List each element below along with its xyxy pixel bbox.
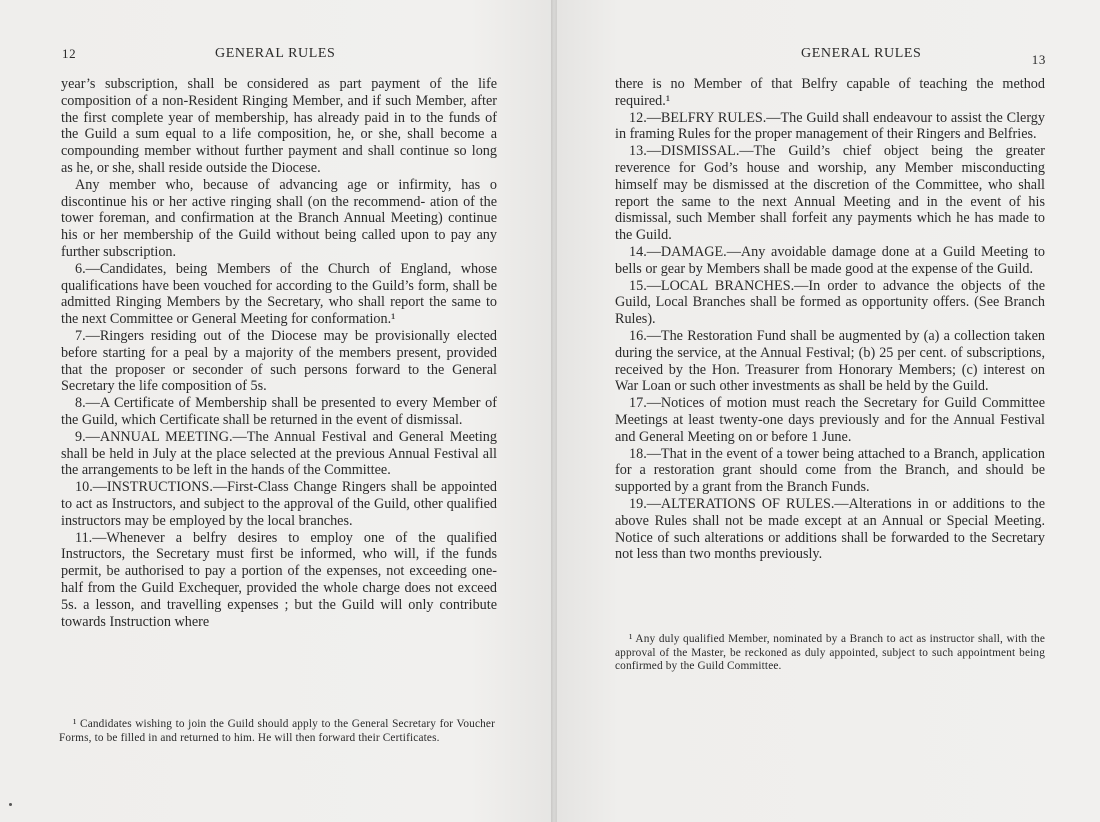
- paragraph: Any member who, because of advancing age or infirmity, has o discontinue his or her active ringing shall (on the recommend- ation of the tower foreman, and confirmation at the Branch Annual Meeting) continue his or her membership of the Guild without being called upon to pay any further subscription.: [61, 176, 497, 260]
- rule-10: 10.—INSTRUCTIONS.—First-Class Change Ringers shall be appointed to act as Instructors, and subject to the approval of the Guild, other qualified instructors may be employed by the local branches.: [61, 479, 497, 529]
- left-page-body: [61, 76, 497, 630]
- left-running-head: GENERAL RULES: [215, 46, 336, 61]
- rule-19: 19.—ALTERATIONS OF RULES.—Alterations in or additions to the above Rules shall not be made except at an Annual or Special Meeting. Notice of such alterations or additions shall be forwarded to the Secretary not less than two months previously.: [615, 495, 1045, 563]
- rule-8: 8.—A Certificate of Membership shall be presented to every Member of the Guild, which Certificate shall be returned in the event of dismissal.: [61, 395, 497, 428]
- right-running-head: GENERAL RULES: [801, 46, 922, 61]
- rule-18: 18.—That in the event of a tower being attached to a Branch, application for a restoration grant should come from the Branch, and should be supported by a grant from the Branch Funds.: [615, 445, 1045, 496]
- rule-12: 12.—BELFRY RULES.—The Guild shall endeavour to assist the Clergy in framing Rules for the proper management of their Ringers and Belfries.: [615, 109, 1045, 143]
- rule-16: 16.—The Restoration Fund shall be augmented by (a) a collection taken during the service, at the Annual Festival; (b) 25 per cent. of subscriptions, received by the Hon. Treasurer from Honorary Members; (c) interest on War Loan or such other investments as shall be held by the Guild.: [615, 327, 1045, 395]
- rule-11: 11.—Whenever a belfry desires to employ one of the qualified Instructors, the Secretary must first be informed, who will, if the funds permit, be authorised to pay a portion of the expenses, not exceeding one-half from the Guild Exchequer, provided the whole charge does not exceed 5s. a lesson, and travelling expenses ; but the Guild will only contribute towards Instruction where: [61, 529, 497, 630]
- rule-15: 15.—LOCAL BRANCHES.—In order to advance the objects of the Guild, Local Branches shall be formed as opportunity offers. (See Branch Rules).: [615, 277, 1045, 328]
- right-page-number: 13: [1031, 52, 1046, 67]
- rule-7: 7.—Ringers residing out of the Diocese may be provisionally elected before starting for a peal by a majority of the members present, provided that the proposer or seconder of such persons forward to the General Secretary the life composition of 5s.: [61, 327, 497, 395]
- right-page-body: [615, 76, 1045, 563]
- left-page-number: 12: [62, 46, 77, 61]
- paragraph: year’s subscription, shall be considered as part payment of the life composition of a non-Resident Ringing Member, and if such Member, after the first complete year of membership, has already paid in to the funds of the Guild a sum equal to a life composition, he, or she, shall become a compounding member without further payment and shall continue so long as he, or she, shall reside outside the Diocese.: [61, 76, 497, 176]
- book-gutter: [551, 0, 557, 822]
- rule-13: 13.—DISMISSAL.—The Guild’s chief object being the greater reverence for God’s house and worship, any Member misconducting himself may be dismissed at the discretion of the Committee, who shall report the same to the next Annual Meeting and in the event of his dismissal, such Member shall forfeit any payments which he has made to the Guild.: [615, 143, 1045, 244]
- left-page-header: [0, 46, 553, 64]
- page-speck: [9, 803, 12, 806]
- footnote-text: ¹ Candidates wishing to join the Guild should apply to the General Secretary for Voucher Forms, to be filled in and returned to him. He will then forward their Certificates.: [59, 718, 495, 744]
- rule-17: 17.—Notices of motion must reach the Secretary for Guild Committee Meetings at least twenty-one days previously and for the Annual Festival and General Meeting on or before 1 June.: [615, 395, 1045, 445]
- footnote-text: ¹ Any duly qualified Member, nominated by a Branch to act as instructor shall, with the approval of the Master, be reckoned as duly appointed, subject to such appointment being confirmed by the Guild Committee.: [615, 633, 1045, 672]
- right-footnote: [615, 633, 1045, 674]
- rule-14: 14.—DAMAGE.—Any avoidable damage done at a Guild Meeting to bells or gear by Members shall be made good at the expense of the Guild.: [615, 243, 1045, 277]
- rule-9: 9.—ANNUAL MEETING.—The Annual Festival and General Meeting shall be held in July at the place selected at the previous Annual Festival all the arrangements to be left in the hands of the Committee.: [61, 428, 497, 479]
- rule-6: 6.—Candidates, being Members of the Church of England, whose qualifications have been vouched for according to the Guild’s form, shall be admitted Ringing Members by the Secretary, who shall report the same to the next Committee or General Meeting for conformation.¹: [61, 260, 497, 328]
- left-footnote: [59, 718, 495, 745]
- paragraph: there is no Member of that Belfry capable of teaching the method required.¹: [615, 76, 1045, 109]
- right-page-header: [553, 46, 1100, 67]
- right-page: [553, 0, 1100, 822]
